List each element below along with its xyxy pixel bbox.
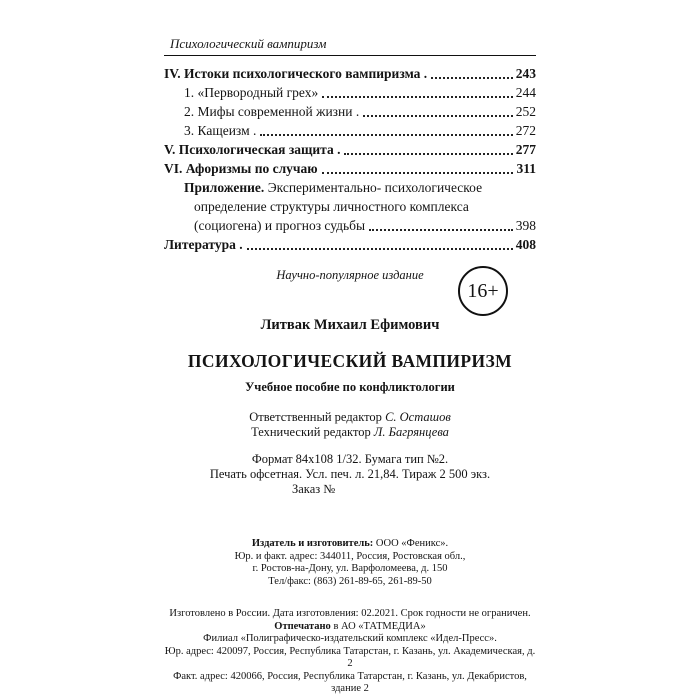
publisher-line: г. Ростов-на-Дону, ул. Варфоломеева, д. 150 — [252, 563, 448, 574]
dot-leader — [344, 153, 512, 155]
dot-leader — [322, 172, 514, 174]
toc-entry-label: V. Психологическая защита . — [164, 142, 341, 157]
edition-type: Научно-популярное издание — [276, 268, 424, 282]
publisher-line: Издатель и изготовитель: ООО «Феникс». — [251, 538, 449, 549]
print-specs-block — [164, 452, 536, 497]
toc-page-number: 398 — [515, 218, 536, 233]
appendix-lead: Приложение. — [184, 180, 265, 195]
appendix-line: определение структуры личностного комплекса — [194, 199, 469, 214]
toc-entry-label: 1. «Первородный грех» — [184, 85, 319, 100]
editor-line: Ответственный редактор С. Осташов — [249, 410, 451, 424]
toc-entry — [164, 140, 536, 159]
toc-entry-label: 2. Мифы современной жизни . — [184, 104, 360, 119]
book-subtitle: Учебное пособие по конфликтологии — [245, 380, 455, 394]
dot-leader — [322, 96, 513, 98]
publisher-line: Тел/факс: (863) 261-89-65, 261-89-50 — [268, 575, 432, 587]
printing-line: Отпечатано в АО «ТАТМЕДИА» — [274, 620, 426, 632]
toc-entry — [164, 121, 536, 140]
toc-page-number: 277 — [515, 142, 536, 157]
book-title: ПСИХОЛОГИЧЕСКИЙ ВАМПИРИЗМ — [187, 351, 513, 371]
toc-page-number: 311 — [516, 161, 536, 176]
publisher-line: Юр. и факт. адрес: 344011, Россия, Ростовская обл., — [234, 550, 466, 562]
printing-line: Изготовлено в России. Дата изготовления: 02.2021. Срок годности не ограничен. — [169, 608, 531, 619]
toc-entry-label: 3. Кащеизм . — [184, 123, 257, 138]
toc-page-number: 252 — [515, 104, 536, 119]
editors-block — [164, 410, 536, 440]
print-specs-line: Формат 84x108 1/32. Бумага тип №2. — [251, 452, 449, 466]
header-rule — [164, 55, 536, 56]
toc-entry — [164, 235, 536, 254]
toc-entry — [164, 159, 536, 178]
toc-entry-label: Литература . — [164, 237, 243, 252]
print-specs-line: Печать офсетная. Усл. печ. л. 21,84. Тираж 2 500 экз. — [209, 467, 491, 481]
dot-leader — [431, 77, 513, 79]
table-of-contents — [164, 64, 536, 254]
running-header: Психологический вампиризм — [170, 36, 327, 51]
toc-entry-label: VI. Афоризмы по случаю — [164, 161, 318, 176]
toc-page-number: 272 — [515, 123, 536, 138]
editor-line: Технический редактор Л. Багрянцева — [251, 425, 449, 439]
toc-page-number: 408 — [515, 237, 536, 252]
page-content — [164, 0, 536, 696]
appendix-line: Приложение. Экспериментально- психологическое — [184, 180, 483, 195]
dot-leader — [369, 229, 513, 231]
printing-line: Юр. адрес: 420097, Россия, Республика Татарстан, г. Казань, ул. Академическая, д. 2 — [164, 645, 536, 669]
toc-entry — [164, 64, 536, 83]
toc-appendix-entry — [164, 178, 536, 235]
toc-page-number: 243 — [515, 66, 536, 81]
dot-leader — [247, 248, 513, 250]
toc-entry — [164, 83, 536, 102]
author-name: Литвак Михаил Ефимович — [260, 317, 440, 333]
appendix-line: (социогена) и прогноз судьбы 398 — [194, 218, 536, 233]
toc-page-number: 244 — [515, 85, 536, 100]
printing-line: Факт. адрес: 420066, Россия, Республика Татарстан, г. Казань, ул. Декабристов, здание 2 — [173, 670, 527, 694]
printing-block — [164, 608, 536, 696]
age-rating-badge: 16+ — [458, 266, 508, 316]
publisher-block — [164, 538, 536, 588]
toc-entry-label: IV. Истоки психологического вампиризма . — [164, 66, 428, 81]
dot-leader — [363, 115, 513, 117]
order-number-line: Заказ № — [292, 482, 336, 496]
dot-leader — [260, 134, 512, 136]
printing-line: Филиал «Полиграфическо-издательский комплекс «Идел-Пресс». — [203, 633, 497, 644]
toc-entry — [164, 102, 536, 121]
